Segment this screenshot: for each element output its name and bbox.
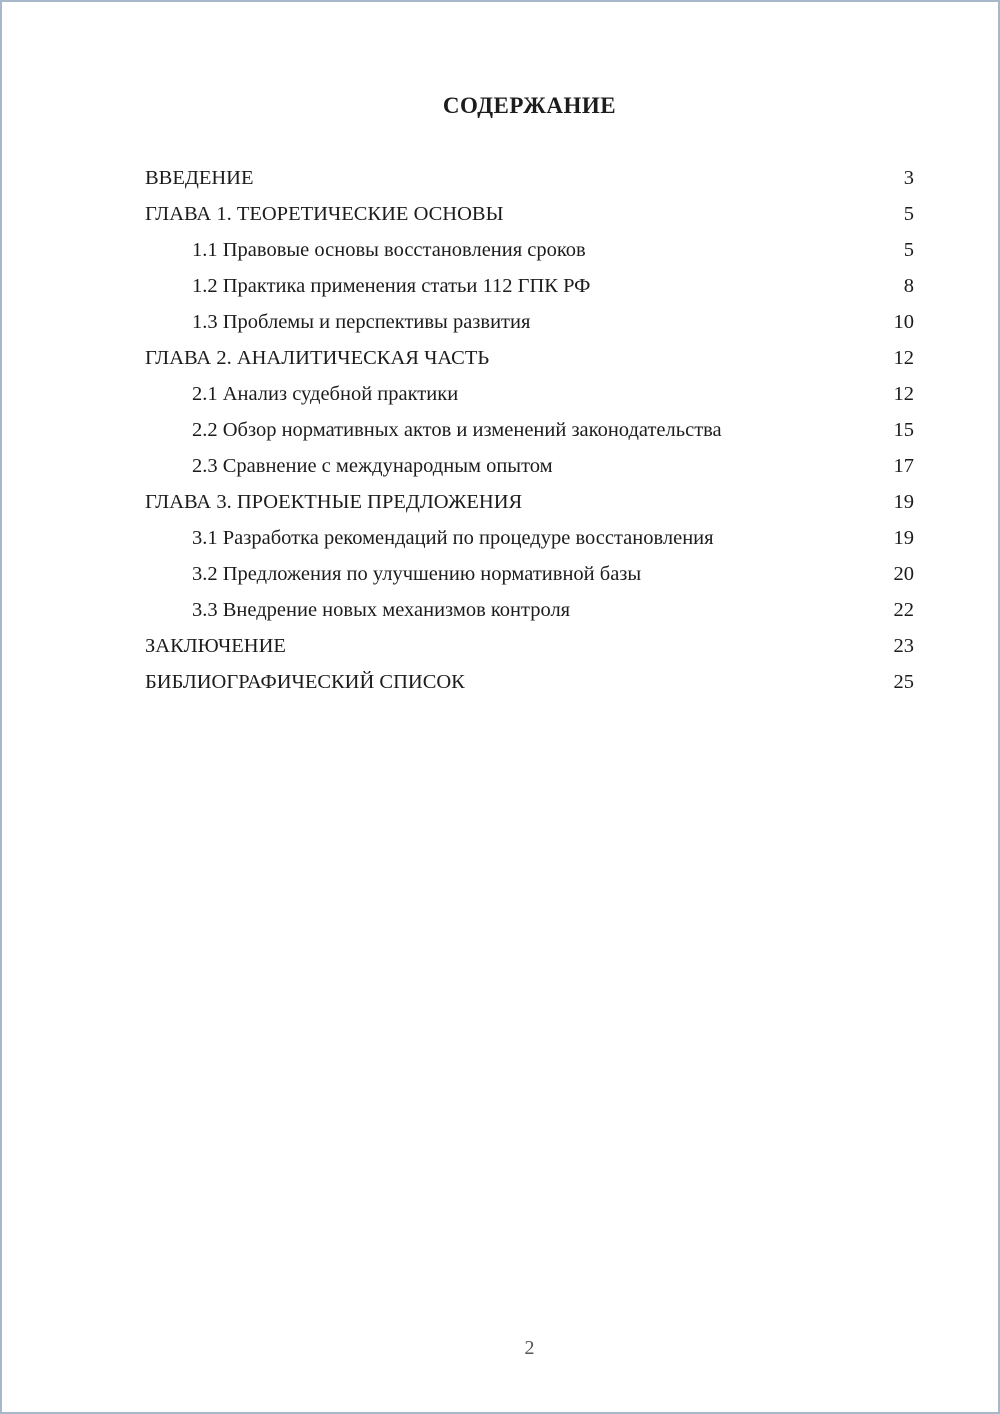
- toc-entry: [145, 412, 914, 448]
- toc-entry: [145, 448, 914, 484]
- toc-entry-page-number: 25: [893, 670, 914, 693]
- toc-entry-page-number: 5: [903, 238, 914, 261]
- toc-entry-label: 2.3 Сравнение с международным опытом: [192, 454, 553, 477]
- toc-entry-label: ВВЕДЕНИЕ: [145, 166, 254, 189]
- toc-entry-label: ГЛАВА 1. ТЕОРЕТИЧЕСКИЕ ОСНОВЫ: [145, 202, 504, 225]
- toc-entry-page-number: 10: [893, 310, 914, 333]
- toc-entry-page-number: 17: [893, 454, 914, 477]
- toc-entry-label: 2.1 Анализ судебной практики: [192, 382, 459, 405]
- toc-entry-label: ГЛАВА 2. АНАЛИТИЧЕСКАЯ ЧАСТЬ: [145, 346, 490, 369]
- toc-entry-page-number: 20: [893, 562, 914, 585]
- toc-entry-label: 2.2 Обзор нормативных актов и изменений законодательства: [192, 418, 722, 441]
- toc-entry: [145, 556, 914, 592]
- toc-entry-label: БИБЛИОГРАФИЧЕСКИЙ СПИСОК: [145, 670, 465, 693]
- toc-entry-page-number: 12: [893, 346, 914, 369]
- toc-entry-label: 1.3 Проблемы и перспективы развития: [192, 310, 531, 333]
- toc-entry-page-number: 15: [893, 418, 914, 441]
- toc-entry: [145, 196, 914, 232]
- toc-entry-page-number: 23: [893, 634, 914, 657]
- toc-entry: [145, 520, 914, 556]
- toc-entry: [145, 232, 914, 268]
- toc-entry: [145, 268, 914, 304]
- toc-entry-page-number: 19: [893, 526, 914, 549]
- toc-entry-label: 1.1 Правовые основы восстановления сроков: [192, 238, 586, 261]
- toc-entry-label: 3.3 Внедрение новых механизмов контроля: [192, 598, 571, 621]
- toc-entry-label: ЗАКЛЮЧЕНИЕ: [145, 634, 286, 657]
- toc-entry: [145, 628, 914, 664]
- toc-entry: [145, 160, 914, 196]
- toc-entry-page-number: 19: [893, 490, 914, 513]
- toc-entry: [145, 592, 914, 628]
- toc-entry-page-number: 12: [893, 382, 914, 405]
- page-title: СОДЕРЖАНИЕ: [442, 93, 617, 118]
- toc-entry: [145, 340, 914, 376]
- toc-entry-page-number: 3: [903, 166, 914, 189]
- toc-entry-page-number: 8: [903, 274, 914, 297]
- toc-entry: [145, 664, 914, 700]
- page-number: 2: [524, 1337, 535, 1359]
- toc-entry-label: ГЛАВА 3. ПРОЕКТНЫЕ ПРЕДЛОЖЕНИЯ: [145, 490, 523, 513]
- toc-entry-page-number: 5: [903, 202, 914, 225]
- table-of-contents: [145, 160, 914, 700]
- toc-entry-page-number: 22: [893, 598, 914, 621]
- toc-entry-label: 3.1 Разработка рекомендаций по процедуре восстановления: [192, 526, 714, 549]
- toc-entry-label: 1.2 Практика применения статьи 112 ГПК РФ: [192, 274, 591, 297]
- toc-entry-label: 3.2 Предложения по улучшению нормативной базы: [192, 562, 642, 585]
- toc-entry: [145, 484, 914, 520]
- toc-entry: [145, 304, 914, 340]
- toc-entry: [145, 376, 914, 412]
